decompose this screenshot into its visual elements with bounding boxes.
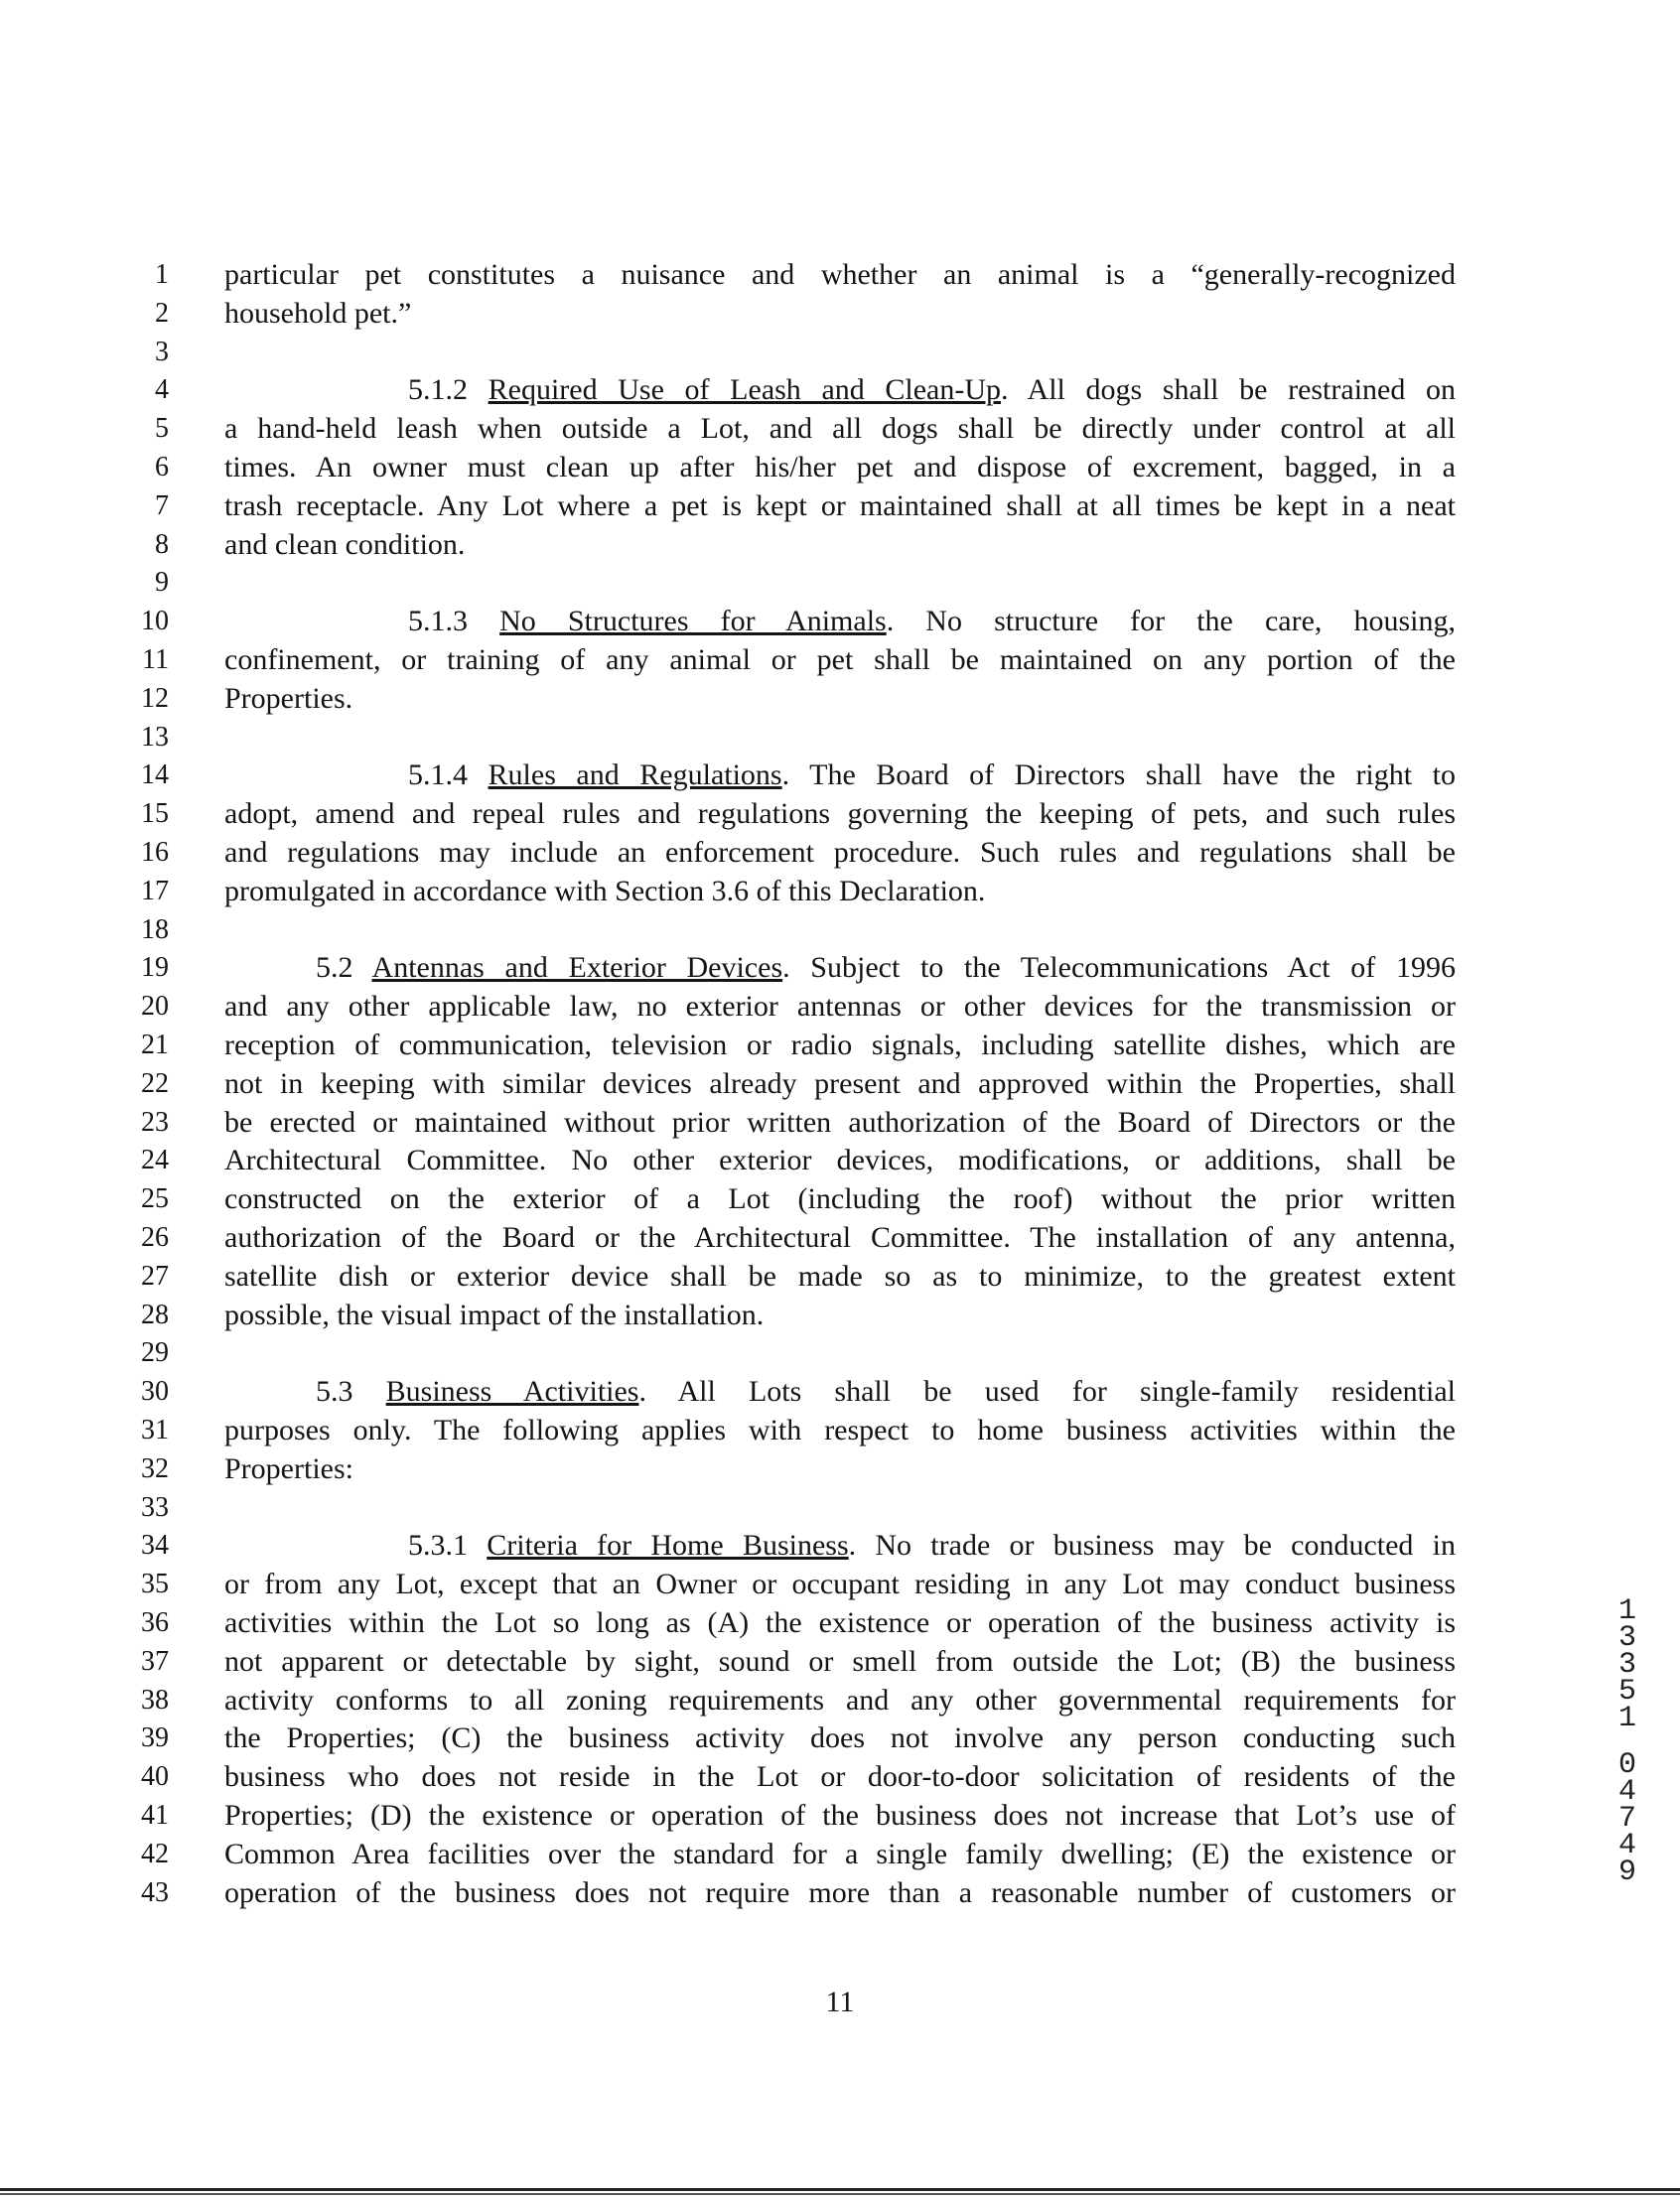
line-number: 17 bbox=[141, 876, 169, 906]
page-number: 11 bbox=[825, 1986, 855, 2018]
text-line: 5.1.2 Required Use of Leash and Clean-Up. All dogs shall be restrained on bbox=[408, 373, 1456, 406]
stamp-character: 3 bbox=[1617, 1621, 1636, 1655]
text-line: 5.2 Antennas and Exterior Devices. Subject to the Telecommunications Act of 1996 bbox=[316, 951, 1456, 984]
text-line: constructed on the exterior of a Lot (including the roof) without the prior written bbox=[224, 1182, 1456, 1215]
line-number: 15 bbox=[141, 798, 169, 829]
text-line: activities within the Lot so long as (A) the existence or operation of the business activity is bbox=[224, 1606, 1456, 1639]
stamp-character: 7 bbox=[1617, 1802, 1636, 1836]
text-line: and regulations may include an enforcement procedure. Such rules and regulations shall be bbox=[224, 836, 1456, 869]
line-number: 34 bbox=[141, 1530, 169, 1561]
line-number: 24 bbox=[141, 1145, 169, 1175]
text-line: activity conforms to all zoning requirements and any other governmental requirements for bbox=[224, 1684, 1456, 1717]
stamp-character: 0 bbox=[1617, 1748, 1636, 1782]
text-line: particular pet constitutes a nuisance and whether an animal is a “generally-recognized bbox=[224, 258, 1456, 291]
text-line: 5.3 Business Activities. All Lots shall be used for single-family residential bbox=[316, 1375, 1457, 1408]
line-number: 36 bbox=[141, 1607, 169, 1638]
line-number: 27 bbox=[141, 1261, 169, 1292]
text-line: 5.3.1 Criteria for Home Business. No trade or business may be conducted in bbox=[408, 1529, 1457, 1562]
text-line: reception of communication, television or radio signals, including satellite dishes, which are bbox=[224, 1029, 1456, 1061]
line-number: 11 bbox=[142, 644, 169, 675]
text-line: possible, the visual impact of the installation. bbox=[224, 1299, 765, 1331]
line-number: 41 bbox=[141, 1800, 169, 1831]
line-number: 31 bbox=[141, 1415, 169, 1445]
section-heading: No Structures for Animals bbox=[499, 605, 887, 637]
line-number: 28 bbox=[141, 1300, 169, 1330]
line-number: 8 bbox=[155, 529, 169, 560]
line-number: 22 bbox=[141, 1068, 169, 1099]
line-number: 7 bbox=[155, 490, 169, 521]
line-number: 14 bbox=[141, 759, 169, 790]
stamp-character: 4 bbox=[1617, 1829, 1636, 1862]
section-heading: Business Activities bbox=[385, 1375, 639, 1408]
line-number: 20 bbox=[141, 991, 169, 1022]
text-line: 5.1.4 Rules and Regulations. The Board of Directors shall have the right to bbox=[408, 758, 1456, 791]
text-line: and any other applicable law, no exterior antennas or other devices for the transmission or bbox=[224, 990, 1456, 1023]
page-bottom-rule bbox=[0, 2188, 1680, 2191]
line-number: 37 bbox=[141, 1646, 169, 1677]
line-number: 6 bbox=[155, 452, 169, 482]
line-number: 9 bbox=[155, 567, 169, 598]
line-number: 32 bbox=[141, 1453, 169, 1484]
text-line: Properties. bbox=[224, 682, 353, 715]
line-number: 26 bbox=[141, 1222, 169, 1253]
stamp-character: 9 bbox=[1617, 1856, 1636, 1889]
line-number: 30 bbox=[141, 1376, 169, 1407]
line-number: 10 bbox=[141, 606, 169, 636]
line-number: 23 bbox=[141, 1107, 169, 1138]
line-number: 13 bbox=[141, 722, 169, 753]
line-number: 42 bbox=[141, 1839, 169, 1869]
stamp-character: 3 bbox=[1617, 1648, 1636, 1682]
recording-stamp bbox=[1612, 1594, 1642, 1889]
line-number: 18 bbox=[141, 914, 169, 945]
line-number: 16 bbox=[141, 837, 169, 868]
line-number: 21 bbox=[141, 1030, 169, 1060]
line-number: 3 bbox=[155, 337, 169, 367]
line-number: 43 bbox=[141, 1877, 169, 1908]
line-number: 33 bbox=[141, 1492, 169, 1523]
stamp-character: 1 bbox=[1617, 1594, 1636, 1628]
text-line: household pet.” bbox=[224, 297, 412, 330]
text-line: the Properties; (C) the business activity does not involve any person conducting such bbox=[224, 1721, 1456, 1754]
text-line: Properties; (D) the existence or operation of the business does not increase that Lot’s use of bbox=[224, 1799, 1456, 1832]
section-heading: Rules and Regulations bbox=[488, 758, 782, 791]
line-number: 29 bbox=[141, 1337, 169, 1368]
text-line: times. An owner must clean up after his/her pet and dispose of excrement, bagged, in a bbox=[224, 451, 1456, 483]
text-line: Properties: bbox=[224, 1452, 353, 1485]
stamp-character: 1 bbox=[1617, 1702, 1636, 1735]
line-number: 19 bbox=[141, 952, 169, 983]
text-line: purposes only. The following applies with respect to home business activities within the bbox=[224, 1414, 1456, 1446]
text-line: not apparent or detectable by sight, sound or smell from outside the Lot; (B) the business bbox=[224, 1645, 1456, 1678]
stamp-character: 4 bbox=[1617, 1775, 1636, 1809]
section-heading: Required Use of Leash and Clean-Up bbox=[488, 373, 1002, 406]
text-line: authorization of the Board or the Architectural Committee. The installation of any antenna, bbox=[224, 1221, 1456, 1254]
text-line: operation of the business does not require more than a reasonable number of customers or bbox=[224, 1876, 1456, 1909]
text-line: a hand-held leash when outside a Lot, and all dogs shall be directly under control at all bbox=[224, 412, 1456, 445]
text-line: not in keeping with similar devices already present and approved within the Properties, shall bbox=[224, 1067, 1456, 1100]
text-line: or from any Lot, except that an Owner or occupant residing in any Lot may conduct business bbox=[224, 1568, 1456, 1600]
stamp-character: 5 bbox=[1617, 1675, 1636, 1709]
text-line: business who does not reside in the Lot or door-to-door solicitation of residents of the bbox=[224, 1760, 1456, 1793]
text-line: Common Area facilities over the standard for a single family dwelling; (E) the existence or bbox=[224, 1838, 1456, 1870]
line-number: 12 bbox=[141, 683, 169, 714]
text-line: 5.1.3 No Structures for Animals. No structure for the care, housing, bbox=[408, 605, 1457, 637]
text-line: and clean condition. bbox=[224, 528, 466, 561]
line-number: 35 bbox=[141, 1569, 169, 1599]
text-line: Architectural Committee. No other exterior devices, modifications, or additions, shall be bbox=[224, 1144, 1456, 1176]
text-line: trash receptacle. Any Lot where a pet is kept or maintained shall at all times be kept in a neat bbox=[224, 489, 1456, 522]
line-number: 40 bbox=[141, 1761, 169, 1792]
page-bottom-rule-secondary bbox=[0, 2193, 1680, 2195]
text-line: be erected or maintained without prior written authorization of the Board of Directors or the bbox=[224, 1106, 1456, 1139]
line-number: 25 bbox=[141, 1183, 169, 1214]
line-number: 1 bbox=[155, 259, 169, 290]
section-heading: Criteria for Home Business bbox=[487, 1529, 849, 1562]
line-number: 38 bbox=[141, 1685, 169, 1716]
text-line: satellite dish or exterior device shall be made so as to minimize, to the greatest extent bbox=[224, 1260, 1456, 1293]
text-line: confinement, or training of any animal or pet shall be maintained on any portion of the bbox=[224, 643, 1456, 676]
section-heading: Antennas and Exterior Devices bbox=[371, 951, 783, 984]
text-line: promulgated in accordance with Section 3.6 of this Declaration. bbox=[224, 875, 986, 907]
line-number: 5 bbox=[155, 413, 169, 444]
line-number: 2 bbox=[155, 298, 169, 329]
line-number: 39 bbox=[141, 1722, 169, 1753]
line-number: 4 bbox=[155, 374, 169, 405]
text-line: adopt, amend and repeal rules and regulations governing the keeping of pets, and such rules bbox=[224, 797, 1456, 830]
